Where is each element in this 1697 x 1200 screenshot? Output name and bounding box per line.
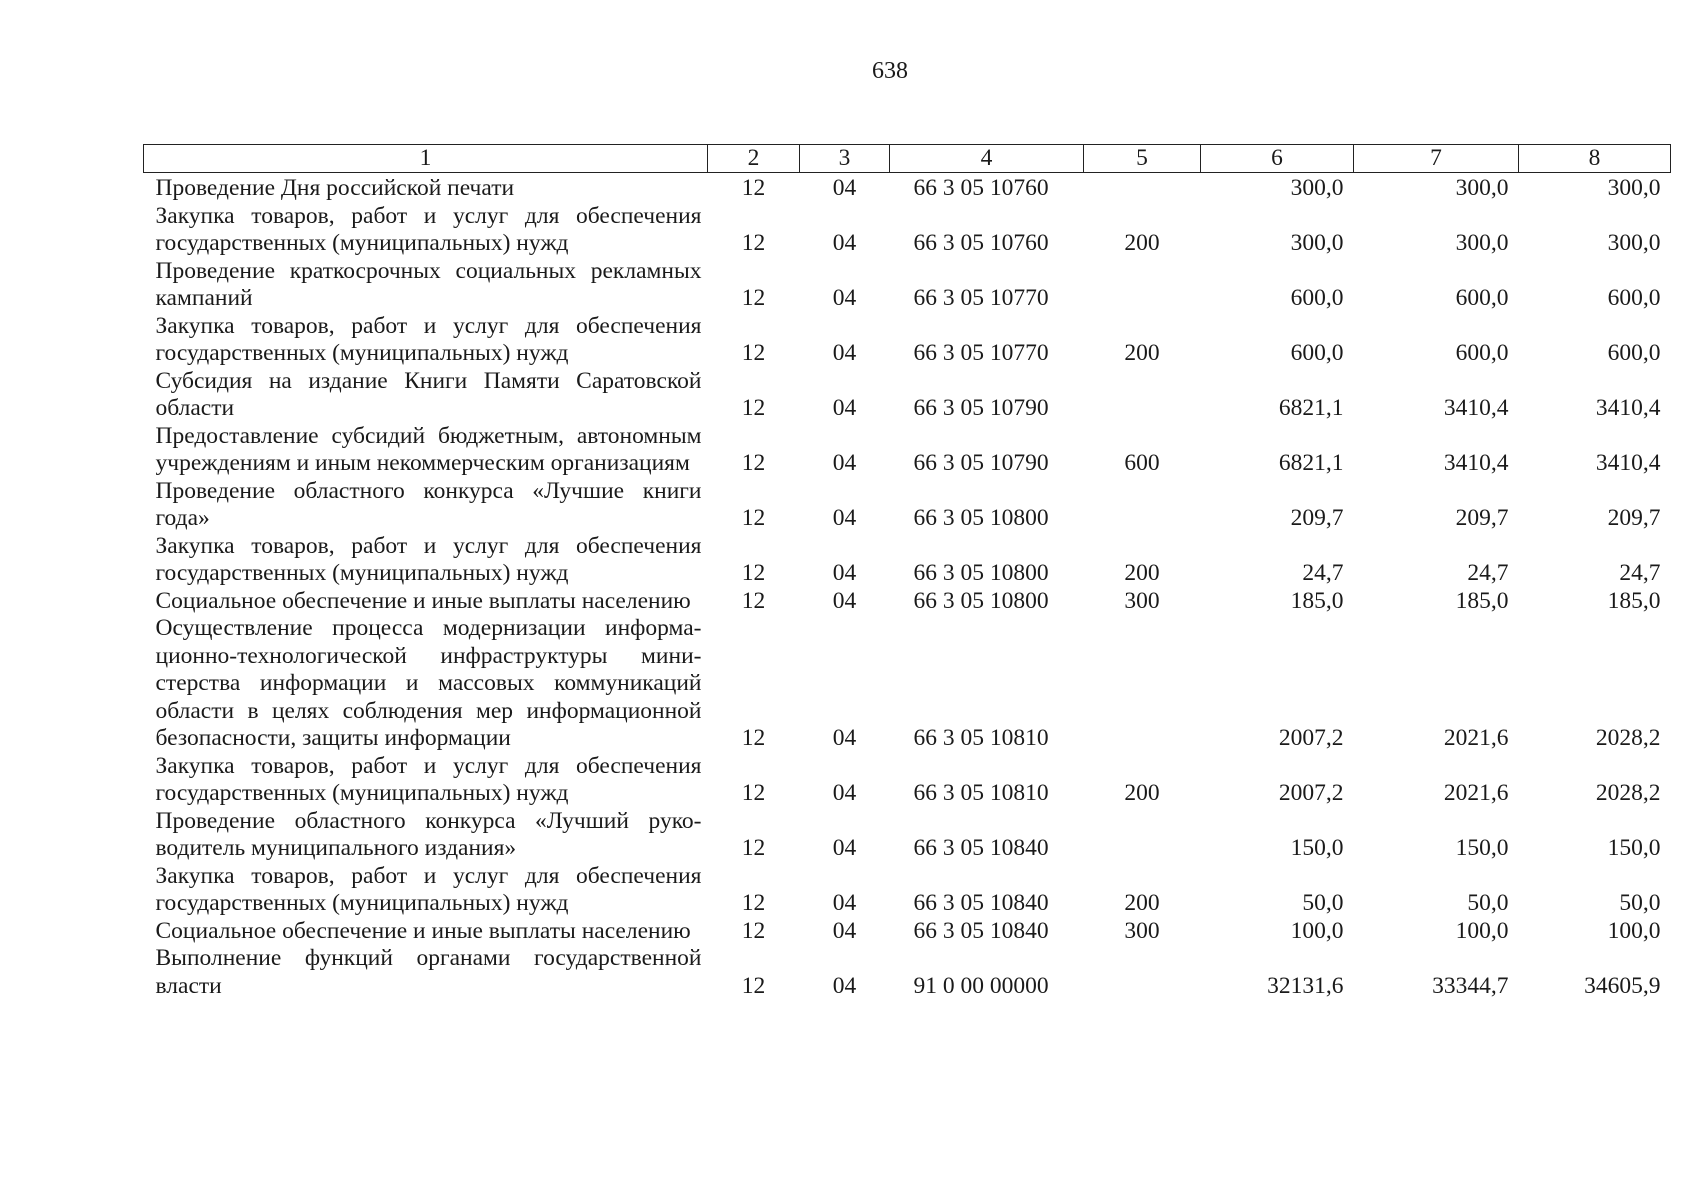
- row-section-code: 12: [741, 175, 766, 201]
- row-expense-type: [1084, 615, 1201, 753]
- row-section-code: 12: [741, 972, 766, 999]
- table-row: [144, 615, 1671, 753]
- row-subsection-code: 04: [832, 890, 857, 916]
- row-expense-type: [1084, 173, 1201, 203]
- row-amount-col6: 600,0: [1290, 285, 1344, 311]
- row-description: Проведение Дня российской печати: [155, 175, 515, 201]
- row-amount-col8: 300,0: [1607, 230, 1661, 256]
- row-description: Проведение краткосрочных социальных рекламных кампаний: [155, 257, 702, 311]
- row-section-code: 12: [741, 395, 766, 421]
- row-subsection-code: 04: [832, 917, 857, 944]
- row-amount-col6: 185,0: [1290, 587, 1344, 614]
- row-amount-col6: 600,0: [1290, 340, 1344, 366]
- row-section-code: 12: [741, 917, 766, 944]
- row-amount-col7: 24,7: [1467, 560, 1509, 586]
- row-amount-col8: 185,0: [1607, 587, 1661, 614]
- row-amount-col6: 32131,6: [1267, 972, 1344, 999]
- row-amount-col8: 3410,4: [1595, 450, 1661, 476]
- row-subsection-code: 04: [832, 450, 857, 476]
- row-section-code: 12: [741, 835, 766, 861]
- row-expense-type: 200: [1124, 890, 1160, 916]
- row-amount-col7: 209,7: [1455, 505, 1509, 531]
- row-amount-col6: 2007,2: [1278, 780, 1344, 806]
- row-subsection-code: 04: [832, 395, 857, 421]
- row-amount-col8: 24,7: [1619, 560, 1661, 586]
- row-expense-type: [1084, 368, 1201, 423]
- row-target-article: 66 3 05 10840: [913, 917, 1049, 944]
- row-subsection-code: 04: [832, 175, 857, 201]
- row-amount-col7: 185,0: [1455, 587, 1509, 614]
- table-row: [144, 478, 1671, 533]
- row-expense-type: [1084, 478, 1201, 533]
- column-header-7: 7: [1354, 145, 1519, 173]
- row-section-code: 12: [741, 450, 766, 476]
- row-subsection-code: 04: [832, 505, 857, 531]
- row-amount-col6: 50,0: [1302, 890, 1344, 916]
- table-row: [144, 945, 1671, 1000]
- row-target-article: 66 3 05 10800: [913, 587, 1049, 614]
- row-amount-col8: 50,0: [1619, 890, 1661, 916]
- row-section-code: 12: [741, 505, 766, 531]
- row-amount-col8: 2028,2: [1595, 780, 1661, 806]
- row-amount-col8: 600,0: [1607, 340, 1661, 366]
- row-amount-col7: 600,0: [1455, 340, 1509, 366]
- column-header-4: 4: [890, 145, 1084, 173]
- row-section-code: 12: [741, 890, 766, 916]
- row-amount-col7: 50,0: [1467, 890, 1509, 916]
- row-target-article: 66 3 05 10810: [913, 725, 1049, 751]
- row-section-code: 12: [741, 340, 766, 366]
- row-amount-col7: 300,0: [1455, 175, 1509, 201]
- column-header-1: 1: [144, 145, 708, 173]
- row-target-article: 66 3 05 10800: [913, 560, 1049, 586]
- row-amount-col6: 300,0: [1290, 175, 1344, 201]
- row-section-code: 12: [741, 285, 766, 311]
- table-row: [144, 753, 1671, 808]
- row-subsection-code: 04: [832, 835, 857, 861]
- row-amount-col8: 2028,2: [1595, 725, 1661, 751]
- row-description: Социальное обеспечение и иные выплаты населению: [155, 587, 691, 614]
- row-description: Закупка товаров, работ и услуг для обеспечения государственных (муниципальных) нужд: [155, 532, 702, 586]
- table-row: [144, 258, 1671, 313]
- table-row: [144, 173, 1671, 203]
- table-row: [144, 588, 1671, 616]
- row-amount-col7: 150,0: [1455, 835, 1509, 861]
- row-amount-col7: 3410,4: [1443, 450, 1509, 476]
- row-amount-col8: 300,0: [1607, 175, 1661, 201]
- table-row: [144, 808, 1671, 863]
- table-row: [144, 368, 1671, 423]
- row-expense-type: [1084, 945, 1201, 1000]
- row-subsection-code: 04: [832, 972, 857, 999]
- row-expense-type: 600: [1124, 450, 1160, 476]
- row-expense-type: 300: [1124, 917, 1160, 944]
- row-target-article: 66 3 05 10840: [913, 835, 1049, 861]
- row-target-article: 91 0 00 00000: [913, 972, 1049, 999]
- row-target-article: 66 3 05 10790: [913, 450, 1049, 476]
- row-target-article: 66 3 05 10760: [913, 175, 1049, 201]
- row-description: Проведение областного конкурса «Лучший руководитель муниципального издания»: [155, 807, 702, 861]
- row-amount-col7: 2021,6: [1443, 780, 1509, 806]
- row-description: Закупка товаров, работ и услуг для обеспечения государственных (муниципальных) нужд: [155, 862, 702, 916]
- row-subsection-code: 04: [832, 560, 857, 586]
- column-header-6: 6: [1201, 145, 1354, 173]
- row-expense-type: 200: [1124, 340, 1160, 366]
- row-amount-col7: 300,0: [1455, 230, 1509, 256]
- row-amount-col8: 34605,9: [1584, 972, 1661, 999]
- row-section-code: 12: [741, 587, 766, 614]
- row-section-code: 12: [741, 725, 766, 751]
- row-target-article: 66 3 05 10770: [913, 285, 1049, 311]
- row-amount-col6: 300,0: [1290, 230, 1344, 256]
- table-row: [144, 203, 1671, 258]
- row-section-code: 12: [741, 780, 766, 806]
- row-section-code: 12: [741, 560, 766, 586]
- row-amount-col8: 600,0: [1607, 285, 1661, 311]
- row-amount-col7: 100,0: [1455, 917, 1509, 944]
- row-amount-col7: 2021,6: [1443, 725, 1509, 751]
- table-row: [144, 918, 1671, 946]
- row-amount-col6: 6821,1: [1278, 395, 1344, 421]
- row-expense-type: [1084, 258, 1201, 313]
- table-header-row: [144, 145, 1671, 173]
- column-header-2: 2: [708, 145, 800, 173]
- column-header-5: 5: [1084, 145, 1201, 173]
- row-amount-col6: 150,0: [1290, 835, 1344, 861]
- table-row: [144, 423, 1671, 478]
- row-amount-col8: 3410,4: [1595, 395, 1661, 421]
- row-amount-col8: 100,0: [1607, 917, 1661, 944]
- row-target-article: 66 3 05 10810: [913, 780, 1049, 806]
- row-subsection-code: 04: [832, 725, 857, 751]
- column-header-8: 8: [1519, 145, 1671, 173]
- row-amount-col8: 209,7: [1607, 505, 1661, 531]
- row-amount-col6: 6821,1: [1278, 450, 1344, 476]
- row-section-code: 12: [741, 230, 766, 256]
- row-amount-col6: 2007,2: [1278, 725, 1344, 751]
- row-expense-type: 200: [1124, 560, 1160, 586]
- budget-table: [143, 144, 1671, 1000]
- row-subsection-code: 04: [832, 780, 857, 806]
- row-expense-type: 300: [1124, 587, 1160, 614]
- row-description: Осуществление процесса модернизации информационно-технологической инфраструктуры министерства информации и массовых коммуникаций области в целях соблюдения мер информационной безопасности, защиты информации: [155, 615, 702, 751]
- row-description: Выполнение функций органами государственной власти: [155, 945, 702, 999]
- row-expense-type: 200: [1124, 230, 1160, 256]
- row-subsection-code: 04: [832, 230, 857, 256]
- table-row: [144, 313, 1671, 368]
- row-expense-type: [1084, 808, 1201, 863]
- row-description: Предоставление субсидий бюджетным, автономным учреждениям и иным некоммерческим организациям: [155, 422, 702, 476]
- row-target-article: 66 3 05 10770: [913, 340, 1049, 366]
- table-row: [144, 533, 1671, 588]
- row-target-article: 66 3 05 10800: [913, 505, 1049, 531]
- row-amount-col6: 209,7: [1290, 505, 1344, 531]
- row-subsection-code: 04: [832, 285, 857, 311]
- row-description: Проведение областного конкурса «Лучшие книги года»: [155, 477, 702, 531]
- row-description: Социальное обеспечение и иные выплаты населению: [155, 917, 691, 944]
- row-description: Закупка товаров, работ и услуг для обеспечения государственных (муниципальных) нужд: [155, 752, 702, 806]
- row-target-article: 66 3 05 10790: [913, 395, 1049, 421]
- row-amount-col7: 3410,4: [1443, 395, 1509, 421]
- row-amount-col8: 150,0: [1607, 835, 1661, 861]
- row-expense-type: 200: [1124, 780, 1160, 806]
- row-amount-col6: 24,7: [1302, 560, 1344, 586]
- row-amount-col7: 33344,7: [1432, 972, 1509, 999]
- row-target-article: 66 3 05 10760: [913, 230, 1049, 256]
- page-number: 638: [872, 58, 908, 84]
- row-amount-col7: 600,0: [1455, 285, 1509, 311]
- row-subsection-code: 04: [832, 587, 857, 614]
- column-header-3: 3: [800, 145, 890, 173]
- row-description: Закупка товаров, работ и услуг для обеспечения государственных (муниципальных) нужд: [155, 312, 702, 366]
- table-row: [144, 863, 1671, 918]
- row-subsection-code: 04: [832, 340, 857, 366]
- row-target-article: 66 3 05 10840: [913, 890, 1049, 916]
- row-description: Субсидия на издание Книги Памяти Саратовской области: [155, 367, 702, 421]
- row-description: Закупка товаров, работ и услуг для обеспечения государственных (муниципальных) нужд: [155, 202, 702, 256]
- row-amount-col6: 100,0: [1290, 917, 1344, 944]
